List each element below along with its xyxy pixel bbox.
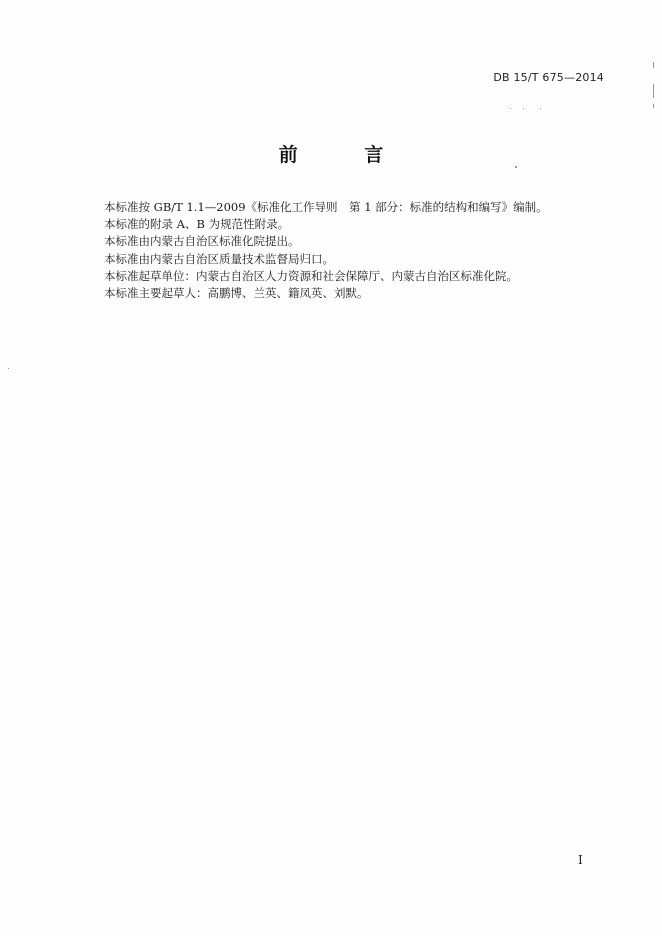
standard-code: DB 15/T 675—2014 <box>493 71 604 84</box>
paragraph-drafting-units: 本标准起草单位：内蒙古自治区人力资源和社会保障厅、内蒙古自治区标准化院。 <box>104 268 518 283</box>
paragraph-proposer: 本标准由内蒙古自治区标准化院提出。 <box>104 234 300 249</box>
paragraph-drafting-rules: 本标准按 GB/T 1.1—2009《标准化工作导则 第 1 部分：标准的结构和编写》编制。 <box>104 200 548 214</box>
paragraph-drafters: 本标准主要起草人：高鹏博、兰英、籍凤英、刘默。 <box>104 286 369 301</box>
page-title: 前 言 <box>278 144 414 166</box>
paragraph-centralized-unit: 本标准由内蒙古自治区质量技术监督局归口。 <box>104 251 334 266</box>
scan-speck <box>540 108 541 109</box>
scan-speck <box>510 108 511 109</box>
scan-speck <box>8 368 9 369</box>
scan-speck <box>523 108 524 109</box>
scan-edge-mark <box>653 84 654 98</box>
scan-speck <box>515 166 517 168</box>
scan-edge-mark <box>653 104 654 108</box>
paragraph-appendix: 本标准的附录 A、B 为规范性附录。 <box>104 217 290 232</box>
foreword-body <box>104 199 604 302</box>
scan-edge-mark <box>653 62 654 68</box>
page-number: I <box>578 853 583 867</box>
